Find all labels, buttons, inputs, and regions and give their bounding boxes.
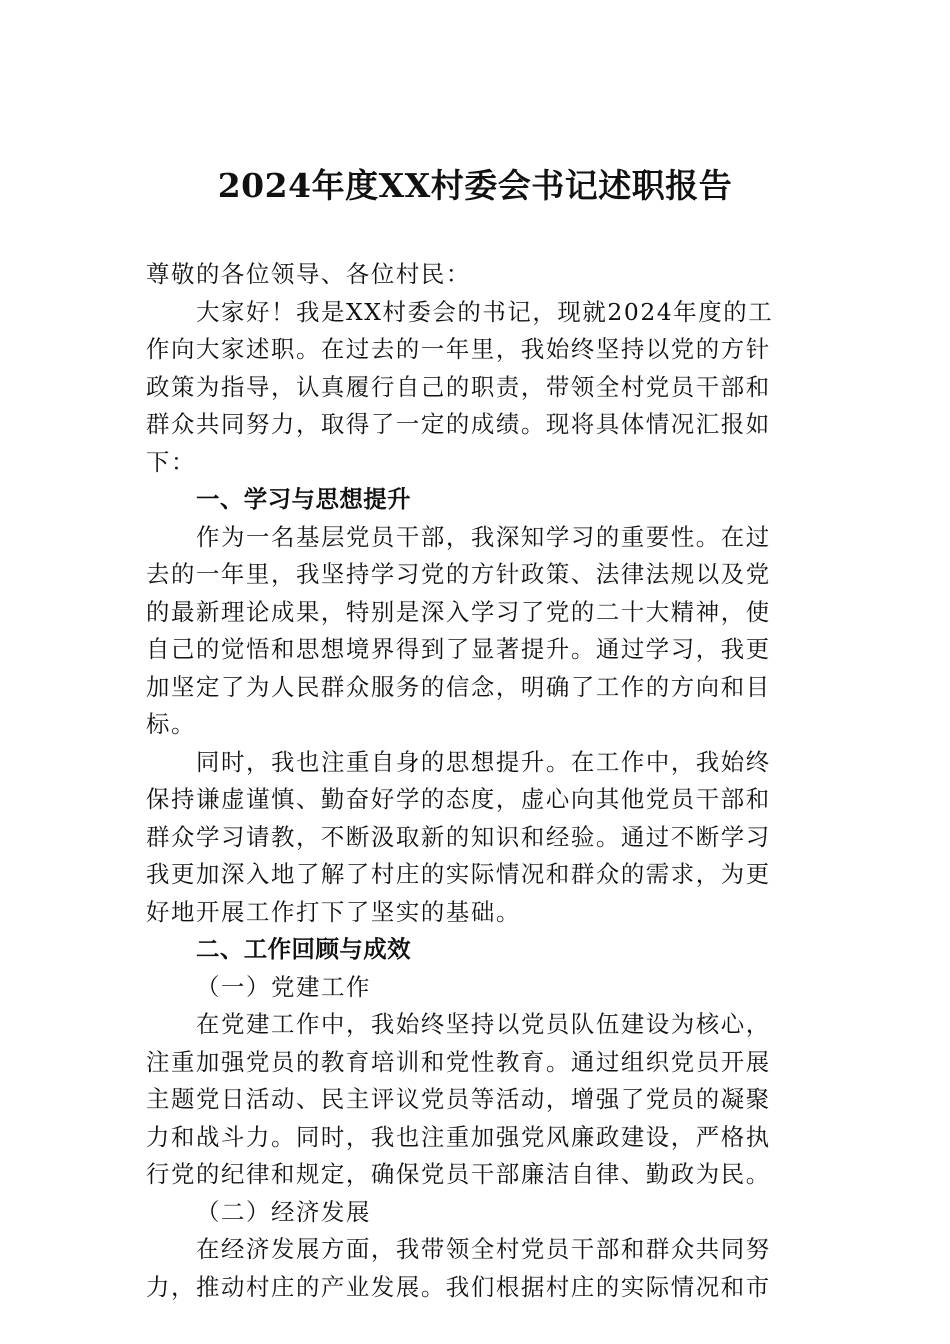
paragraph-line: 主题党日活动、民主评议党员等活动，增强了党员的凝聚 — [146, 1085, 771, 1113]
paragraph-line: 作为一名基层党员干部，我深知学习的重要性。在过 — [196, 522, 771, 551]
paragraph-line: 群众学习请教，不断汲取新的知识和经验。通过不断学习 — [146, 822, 771, 851]
paragraph-line: 好地开展工作打下了坚实的基础。 — [146, 897, 521, 926]
paragraph-line: 注重加强党员的教育培训和党性教育。通过组织党员开展 — [146, 1047, 771, 1076]
paragraph-line: 作向大家述职。在过去的一年里，我始终坚持以党的方针 — [146, 335, 771, 363]
paragraph-line: 在经济发展方面，我带领全村党员干部和群众共同努 — [196, 1235, 771, 1263]
economy-paragraph — [146, 1231, 808, 1306]
paragraph-line: 保持谦虚谨慎、勤奋好学的态度，虚心向其他党员干部和 — [146, 785, 771, 813]
subsection-heading-economy: （二）经济发展 — [196, 1197, 371, 1226]
paragraph-line: 同时，我也注重自身的思想提升。在工作中，我始终 — [196, 747, 771, 776]
section-heading-review: 二、工作回顾与成效 — [196, 935, 412, 963]
greeting: 尊敬的各位领导、各位村民： — [146, 260, 471, 288]
paragraph-line: 群众共同努力，取得了一定的成绩。现将具体情况汇报如 — [146, 410, 771, 438]
paragraph-line: 行党的纪律和规定，确保党员干部廉洁自律、勤政为民。 — [146, 1160, 771, 1188]
document-title: 2024年度XX村委会书记述职报告 — [217, 166, 733, 205]
paragraph-line: 加坚定了为人民群众服务的信念，明确了工作的方向和目 — [146, 672, 771, 701]
paragraph-line: 大家好！我是XX村委会的书记，现就2024年度的工 — [196, 297, 774, 326]
paragraph-line: 的最新理论成果，特别是深入学习了党的二十大精神，使 — [146, 597, 771, 626]
paragraph-line: 力，推动村庄的产业发展。我们根据村庄的实际情况和市 — [146, 1272, 771, 1301]
study-paragraph-1 — [146, 519, 808, 744]
paragraph-line: 力和战斗力。同时，我也注重加强党风廉政建设，严格执 — [146, 1122, 771, 1151]
paragraph-line: 自己的觉悟和思想境界得到了显著提升。通过学习，我更 — [146, 635, 771, 663]
section-heading-study: 一、学习与思想提升 — [196, 485, 412, 513]
paragraph-line: 去的一年里，我坚持学习党的方针政策、法律法规以及党 — [146, 560, 771, 588]
intro-paragraph — [146, 294, 808, 482]
party-building-paragraph — [146, 1006, 808, 1194]
paragraph-line: 政策为指导，认真履行自己的职责，带领全村党员干部和 — [146, 372, 771, 401]
paragraph-line: 在党建工作中，我始终坚持以党员队伍建设为核心， — [196, 1010, 771, 1038]
paragraph-line: 标。 — [146, 710, 196, 738]
study-paragraph-2 — [146, 744, 808, 932]
paragraph-line: 下： — [146, 447, 196, 476]
document-body — [146, 256, 808, 1306]
subsection-heading-party-building: （一）党建工作 — [196, 972, 371, 1001]
paragraph-line: 我更加深入地了解了村庄的实际情况和群众的需求，为更 — [146, 860, 771, 888]
